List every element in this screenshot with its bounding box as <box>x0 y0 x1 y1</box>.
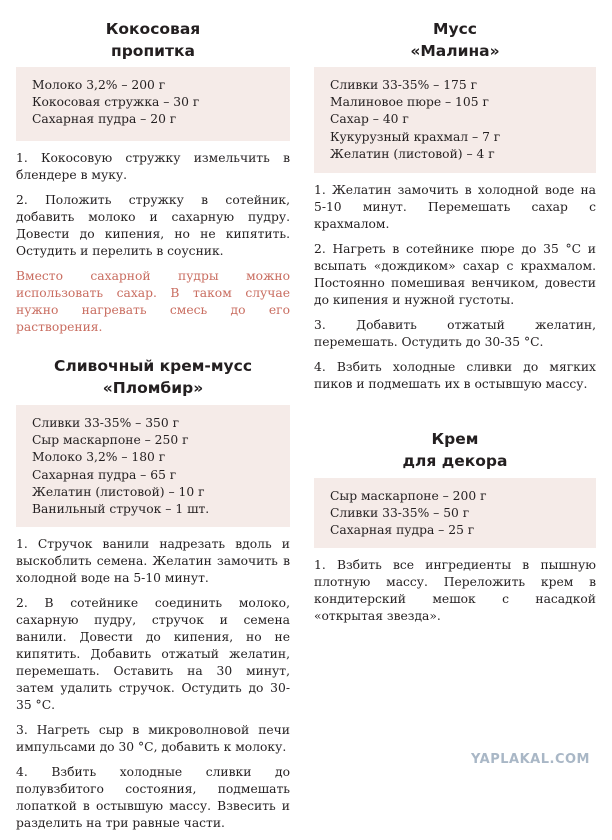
ingredient-item: Сливки 33-35% – 175 г <box>330 78 478 92</box>
steps-plombir <box>16 536 290 840</box>
recipe-step: 3. Добавить отжатый желатин, перемешать. Остудить до 30-35 °С. <box>314 318 596 349</box>
recipe-title-raspberry-mousse <box>314 18 596 62</box>
recipe-step: 2. В сотейнике соединить молоко, сахарную пудру, стручок и семена ванили. Довести до кипения, но не кипятить. Добавить отжатый желатин, перемешать. Оставить на 30 минут, затем удалить стручок. Остудить до 30-35 °С. <box>16 596 290 712</box>
recipe-title-line: Крем <box>431 430 479 448</box>
ingredient-item: Кокосовая стружка – 30 г <box>32 95 200 110</box>
recipe-title-line: пропитка <box>111 42 195 60</box>
ingredients-box-raspberry-mousse <box>314 67 596 173</box>
ingredient-item: Сахарная пудра – 20 г <box>32 112 177 127</box>
recipe-title-line: «Пломбир» <box>102 379 204 397</box>
recipe-step: 2. Нагреть в сотейнике пюре до 35 °С и всыпать «дождиком» сахар с крахмалом. Постоянно помешивая венчиком, довести до кипения и нужной густоты. <box>314 242 596 307</box>
recipe-note: Вместо сахарной пудры можно использовать сахар. В таком случае нужно нагревать смесь до его растворения. <box>16 269 290 334</box>
recipe-title-line: Сливочный крем-мусс <box>53 357 253 375</box>
ingredients-box-plombir <box>16 405 290 527</box>
recipe-step: 1. Желатин замочить в холодной воде на 5-10 минут. Перемешать сахар с крахмалом. <box>314 183 596 231</box>
ingredient-item: Молоко 3,2% – 180 г <box>32 450 166 465</box>
ingredient-item: Сливки 33-35% – 350 г <box>32 416 180 430</box>
steps-decor-cream <box>314 557 596 633</box>
recipe-title-decor-cream <box>314 428 596 472</box>
recipe-title-line: Кокосовая <box>105 20 201 38</box>
recipe-title-line: Мусс <box>433 20 477 38</box>
steps-coconut-soak <box>16 150 290 336</box>
ingredient-item: Сахарная пудра – 65 г <box>32 467 177 482</box>
recipe-step: 1. Взбить все ингредиенты в пышную плотную массу. Переложить крем в кондитерский мешок с насадкой «открытая звезда». <box>314 558 596 623</box>
recipe-step: 2. Положить стружку в сотейник, добавить молоко и сахарную пудру. Довести до кипения, но не кипятить. Остудить и перелить в соусник. <box>16 193 290 258</box>
ingredient-item: Кукурузный крахмал – 7 г <box>330 129 501 144</box>
ingredients-box-coconut-soak <box>16 67 290 141</box>
ingredient-item: Сыр маскарпоне – 250 г <box>32 433 189 448</box>
ingredients-box-decor-cream <box>314 478 596 548</box>
ingredient-item: Сливки 33-35% – 50 г <box>330 506 470 521</box>
recipe-title-plombir <box>16 355 290 399</box>
recipe-step: 4. Взбить холодные сливки до мягких пиков и подмешать их в остывшую массу. <box>314 360 596 391</box>
ingredient-item: Сахар – 40 г <box>330 112 409 127</box>
ingredient-item: Ванильный стручок – 1 шт. <box>32 502 210 517</box>
ingredient-item: Малиновое пюре – 105 г <box>330 95 489 110</box>
recipe-title-line: «Малина» <box>410 42 500 60</box>
recipe-step: 3. Нагреть сыр в микроволновой печи импульсами до 30 °С, добавить к молоку. <box>16 723 290 754</box>
recipe-title-line: для декора <box>402 452 508 470</box>
ingredient-item: Молоко 3,2% – 200 г <box>32 78 166 92</box>
recipe-title-coconut-soak <box>16 18 290 62</box>
ingredient-item: Сахарная пудра – 25 г <box>330 523 475 538</box>
steps-raspberry-mousse <box>314 182 596 401</box>
ingredient-item: Сыр маскарпоне – 200 г <box>330 489 487 503</box>
ingredient-item: Желатин (листовой) – 4 г <box>330 146 495 161</box>
recipe-step: 4. Взбить холодные сливки до полувзбитого состояния, подмешать лопаткой в остывшую массу. Взвесить и разделить на три равные части. <box>16 765 290 830</box>
ingredient-item: Желатин (листовой) – 10 г <box>32 484 205 499</box>
recipe-step: 1. Кокосовую стружку измельчить в блендере в муку. <box>16 151 290 182</box>
recipe-step: 1. Стручок ванили надрезать вдоль и выскоблить семена. Желатин замочить в холодной воде на 5-10 минут. <box>16 537 290 585</box>
watermark: YAPLAKAL.COM <box>471 752 590 767</box>
